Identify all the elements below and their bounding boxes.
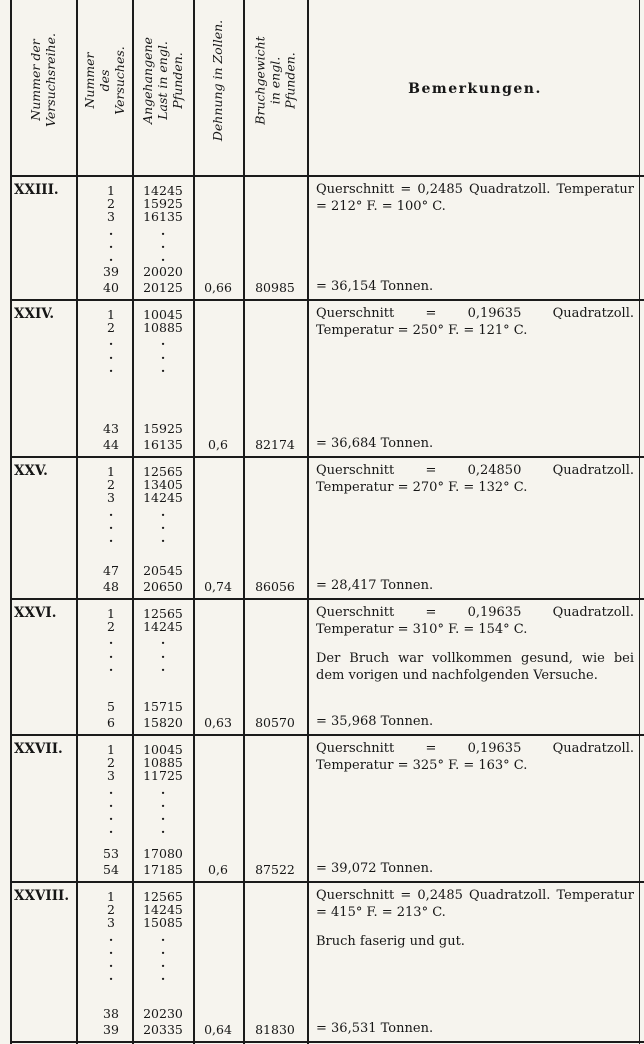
extension-value: 0,6: [208, 437, 228, 452]
breaking-weight: 82174: [255, 437, 295, 452]
attempt-number: .: [108, 503, 114, 519]
attempt-number: 3: [107, 490, 115, 506]
attached-load: .: [160, 516, 166, 532]
attempt-number: 1: [107, 464, 115, 479]
attached-load: 10045: [143, 742, 183, 757]
breaking-weight: 86056: [255, 579, 295, 594]
attempt-number: 2: [107, 477, 115, 493]
result-tonnage: = 35,968 Tonnen.: [316, 714, 434, 729]
attached-load: 10885: [143, 755, 183, 771]
attempt-number: .: [108, 359, 114, 375]
attempt-number: .: [108, 928, 114, 944]
remark-block: [316, 181, 634, 215]
attached-load: 20020: [143, 264, 183, 279]
row-divider: [10, 881, 644, 883]
attempt-number: .: [108, 516, 114, 532]
remark-text: Querschnitt = 0,2485 Quadratzoll. Temperatur = 415° F. = 213° C.: [316, 888, 634, 920]
attempt-number: .: [108, 794, 114, 810]
series-number: XXV.: [14, 463, 48, 479]
attached-load: 10885: [143, 320, 183, 336]
extension-value: 0,63: [204, 715, 232, 730]
result-tonnage: = 28,417 Tonnen.: [316, 578, 434, 593]
attached-load: .: [160, 235, 166, 251]
attached-load: 11725: [143, 768, 183, 784]
attached-load: 17080: [143, 846, 183, 861]
result-tonnage: = 36,531 Tonnen.: [316, 1021, 434, 1036]
attached-load: 15925: [143, 196, 183, 212]
series-number: XXVII.: [14, 741, 63, 757]
header-breaking: [243, 0, 307, 160]
extension-value: 0,66: [204, 280, 232, 295]
attached-load: 20125: [143, 280, 183, 295]
attached-load: 13405: [143, 477, 183, 493]
attempt-number: .: [108, 530, 114, 545]
attempt-number: 1: [107, 889, 115, 904]
attached-load: 15715: [143, 699, 183, 714]
row-divider: [10, 734, 644, 736]
attached-load: .: [160, 222, 166, 238]
result-tonnage: = 36,684 Tonnen.: [316, 436, 434, 451]
attached-load: .: [160, 346, 166, 362]
remark-block: [316, 740, 634, 774]
attached-load: .: [160, 333, 166, 349]
remark-text: Querschnitt = 0,2485 Quadratzoll. Temperatur = 212° F. = 100° C.: [316, 182, 634, 214]
header-extension: [193, 0, 243, 160]
attached-load: .: [160, 632, 166, 648]
attempt-number: .: [108, 333, 114, 349]
attached-load: .: [160, 955, 166, 970]
header-breaking-label: Bruchgewicht in engl. Pfunden.: [252, 35, 298, 125]
attached-load: .: [160, 503, 166, 519]
attached-load: 16135: [143, 437, 183, 452]
attempt-number: .: [108, 632, 114, 648]
header-attempt-label: Nummer des Versuches.: [81, 45, 127, 115]
column-divider: [307, 0, 309, 1044]
header-remarks: Bemerkungen.: [408, 81, 542, 97]
attached-load: 17185: [143, 862, 183, 877]
attempt-number: .: [108, 821, 114, 837]
result-tonnage: = 39,072 Tonnen.: [316, 861, 434, 876]
remark-block: [316, 887, 634, 950]
attached-load: 15820: [143, 715, 183, 730]
attached-load: .: [160, 658, 166, 674]
extension-value: 0,64: [204, 1022, 232, 1037]
attempt-number: 1: [107, 183, 115, 198]
attempt-number: 48: [103, 579, 119, 594]
attached-load: .: [160, 359, 166, 375]
attempt-number: .: [108, 645, 114, 661]
row-divider: [10, 299, 644, 301]
attached-load: 16135: [143, 209, 183, 225]
attached-load: .: [160, 645, 166, 661]
attempt-number: 2: [107, 196, 115, 212]
remark-text: Querschnitt = 0,19635 Quadratzoll. Temperatur = 325° F. = 163° C.: [316, 741, 634, 773]
series-number: XXIV.: [14, 306, 55, 322]
header-rule: [10, 175, 644, 177]
breaking-weight: 87522: [255, 862, 295, 877]
attempt-number: .: [108, 249, 114, 264]
attempt-number: 38: [103, 1006, 119, 1021]
attempt-number: .: [108, 941, 114, 957]
attempt-number: 47: [103, 563, 119, 578]
attempt-number: 2: [107, 619, 115, 635]
attached-load: .: [160, 530, 166, 545]
remark-text: Querschnitt = 0,19635 Quadratzoll. Temperatur = 310° F. = 154° C.: [316, 605, 634, 637]
attempt-number: .: [108, 658, 114, 674]
attached-load: .: [160, 794, 166, 810]
breaking-weight: 81830: [255, 1022, 295, 1037]
attempt-number: .: [108, 808, 114, 823]
attached-load: 12565: [143, 464, 183, 479]
extension-value: 0,74: [204, 579, 232, 594]
remark-block: [316, 305, 634, 339]
attached-load: 12565: [143, 606, 183, 621]
breaking-weight: 80570: [255, 715, 295, 730]
attached-load: 20650: [143, 579, 183, 594]
attached-load: .: [160, 821, 166, 837]
remark-text: Der Bruch war vollkommen gesund, wie bei dem vorigen und nachfolgenden Versuche.: [316, 651, 634, 683]
attached-load: .: [160, 928, 166, 944]
remark-block: [316, 604, 634, 684]
result-tonnage: = 36,154 Tonnen.: [316, 279, 434, 294]
attached-load: .: [160, 249, 166, 264]
attached-load: 14245: [143, 490, 183, 506]
attached-load: 14245: [143, 183, 183, 198]
attached-load: .: [160, 941, 166, 957]
attached-load: 14245: [143, 902, 183, 918]
attempt-number: 43: [103, 421, 119, 436]
breaking-weight: 80985: [255, 280, 295, 295]
attached-load: 20335: [143, 1022, 183, 1037]
header-load: [132, 0, 193, 160]
attempt-number: 2: [107, 902, 115, 918]
attempt-number: 1: [107, 307, 115, 322]
attempt-number: 3: [107, 209, 115, 225]
series-number: XXIII.: [14, 182, 59, 198]
series-number: XXVIII.: [14, 888, 70, 904]
attached-load: 12565: [143, 889, 183, 904]
attempt-number: 54: [103, 862, 119, 877]
remark-text: Querschnitt = 0,19635 Quadratzoll. Temperatur = 250° F. = 121° C.: [316, 306, 634, 338]
attempt-number: 2: [107, 755, 115, 771]
attempt-number: .: [108, 955, 114, 970]
table-bottom-rule: [10, 1041, 644, 1043]
attached-load: 10045: [143, 307, 183, 322]
attempt-number: .: [108, 968, 114, 984]
attached-load: 15085: [143, 915, 183, 931]
attached-load: 20545: [143, 563, 183, 578]
extension-value: 0,6: [208, 862, 228, 877]
attempt-number: 3: [107, 768, 115, 784]
attempt-number: .: [108, 222, 114, 238]
attempt-number: 3: [107, 915, 115, 931]
header-load-label: Angehangene Last in engl. Pfunden.: [140, 36, 186, 124]
attempt-number: 6: [107, 715, 115, 730]
attached-load: .: [160, 808, 166, 823]
attempt-number: 39: [103, 264, 119, 279]
attempt-number: .: [108, 235, 114, 251]
attached-load: .: [160, 781, 166, 797]
attempt-number: 40: [103, 280, 119, 295]
attempt-number: 39: [103, 1022, 119, 1037]
attempt-number: .: [108, 346, 114, 362]
attempt-number: 2: [107, 320, 115, 336]
remark-block: [316, 462, 634, 496]
attached-load: 20230: [143, 1006, 183, 1021]
attempt-number: 44: [103, 437, 119, 452]
attempt-number: .: [108, 781, 114, 797]
row-divider: [10, 598, 644, 600]
remark-text: Querschnitt = 0,24850 Quadratzoll. Temperatur = 270° F. = 132° C.: [316, 463, 634, 495]
attempt-number: 1: [107, 606, 115, 621]
attached-load: 14245: [143, 619, 183, 635]
attempt-number: 1: [107, 742, 115, 757]
attempt-number: 53: [103, 846, 119, 861]
header-attempt: [76, 0, 132, 160]
attached-load: 15925: [143, 421, 183, 436]
row-divider: [10, 456, 644, 458]
series-number: XXVI.: [14, 605, 57, 621]
attempt-number: 5: [107, 699, 115, 714]
header-series-label: Nummer der Versuchsreihe.: [28, 33, 59, 127]
remark-text: Bruch faserig und gut.: [316, 934, 465, 949]
header-extension-label: Dehnung in Zollen.: [210, 19, 226, 141]
attached-load: .: [160, 968, 166, 984]
header-series: [10, 0, 76, 160]
